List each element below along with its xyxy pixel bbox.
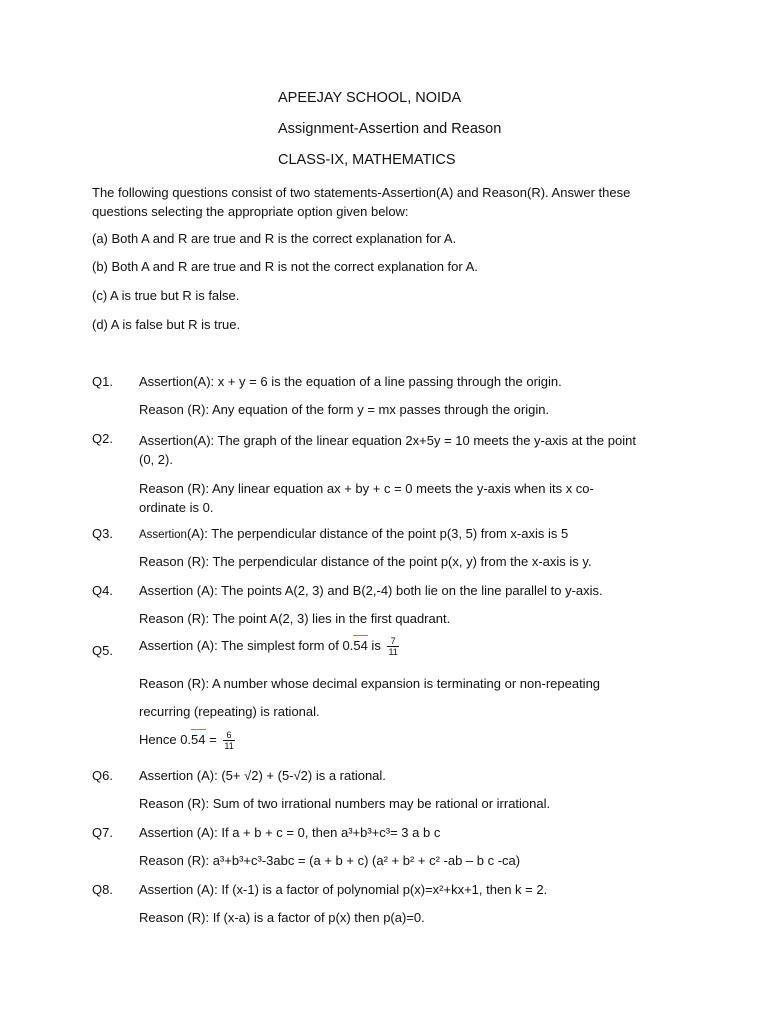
assignment-title: Assignment-Assertion and Reason <box>278 121 502 137</box>
assertion-body: (A): The perpendicular distance of the point p(3, 5) from x-axis is 5 <box>186 526 569 541</box>
assertion-text <box>139 526 568 541</box>
question-number: Q4. <box>92 583 113 598</box>
hence-text: Hence 0. <box>139 731 192 747</box>
reason-text-continued: recurring (repeating) is rational. <box>139 704 320 719</box>
fraction-numerator: 6 <box>226 730 232 740</box>
assertion-text: Assertion (A): If (x-1) is a factor of polynomial p(x)=x²+kx+1, then k = 2. <box>139 882 548 897</box>
reason-text: Reason (R): a³+b³+c³-3abc = (a + b + c) (a² + b² + c² -ab – b c -ca) <box>139 853 521 868</box>
assertion-is: is <box>367 637 381 653</box>
reason-text: Reason (R): Any linear equation ax + by + c = 0 meets the y-axis when its x co-ordinate is 0. <box>139 481 594 515</box>
option-c: (c) A is true but R is false. <box>92 288 240 303</box>
question-number: Q8. <box>92 882 113 897</box>
assertion-text <box>139 636 399 657</box>
option-b: (b) Both A and R are true and R is not the correct explanation for A. <box>92 259 478 274</box>
assertion-text: Assertion (A): If a + b + c = 0, then a³+b³+c³= 3 a b c <box>139 825 441 840</box>
assertion-prefix: Assertion <box>139 529 187 541</box>
school-name: APEEJAY SCHOOL, NOIDA <box>278 90 462 106</box>
reason-text: Reason (R): Any equation of the form y = mx passes through the origin. <box>139 402 550 417</box>
question-number: Q3. <box>92 526 113 541</box>
equals-sign: = <box>205 731 217 747</box>
assertion-text: Assertion (A): The points A(2, 3) and B(2,-4) both lie on the line parallel to y-axis. <box>139 583 603 598</box>
fraction-denominator: 11 <box>224 741 234 751</box>
fraction <box>387 636 398 657</box>
question-number: Q2. <box>92 431 113 446</box>
fraction-numerator: 7 <box>390 636 396 646</box>
instructions-intro: The following questions consist of two statements-Assertion(A) and Reason(R). Answer these questions selecting the appropriate option given below: <box>92 185 631 219</box>
repeating-digits: 54 <box>353 637 368 653</box>
reason-text: Reason (R): The point A(2, 3) lies in the first quadrant. <box>139 611 451 626</box>
assertion-text: Assertion(A): x + y = 6 is the equation of a line passing through the origin. <box>139 374 562 389</box>
reason-text: Reason (R): A number whose decimal expansion is terminating or non-repeating <box>139 676 601 691</box>
fraction <box>223 730 234 751</box>
reason-text: Reason (R): Sum of two irrational numbers may be rational or irrational. <box>139 796 551 811</box>
option-d: (d) A is false but R is true. <box>92 317 241 332</box>
class-subject: CLASS-IX, MATHEMATICS <box>278 152 456 168</box>
assertion-text: Assertion(A): The graph of the linear equation 2x+5y = 10 meets the y-axis at the point (0, 2). <box>139 433 636 467</box>
repeating-digits: 54 <box>191 731 206 747</box>
fraction-denominator: 11 <box>388 647 398 657</box>
hence-line <box>139 730 235 751</box>
reason-text: Reason (R): The perpendicular distance of the point p(x, y) from the x-axis is y. <box>139 554 592 569</box>
assertion-body: Assertion (A): The simplest form of 0. <box>139 637 354 653</box>
question-number: Q7. <box>92 825 113 840</box>
question-number: Q1. <box>92 374 113 389</box>
question-number: Q5. <box>92 643 113 658</box>
assertion-text: Assertion (A): (5+ √2) + (5-√2) is a rational. <box>139 768 386 783</box>
question-number: Q6. <box>92 768 113 783</box>
option-a: (a) Both A and R are true and R is the correct explanation for A. <box>92 231 457 246</box>
reason-text: Reason (R): If (x-a) is a factor of p(x) then p(a)=0. <box>139 910 425 925</box>
